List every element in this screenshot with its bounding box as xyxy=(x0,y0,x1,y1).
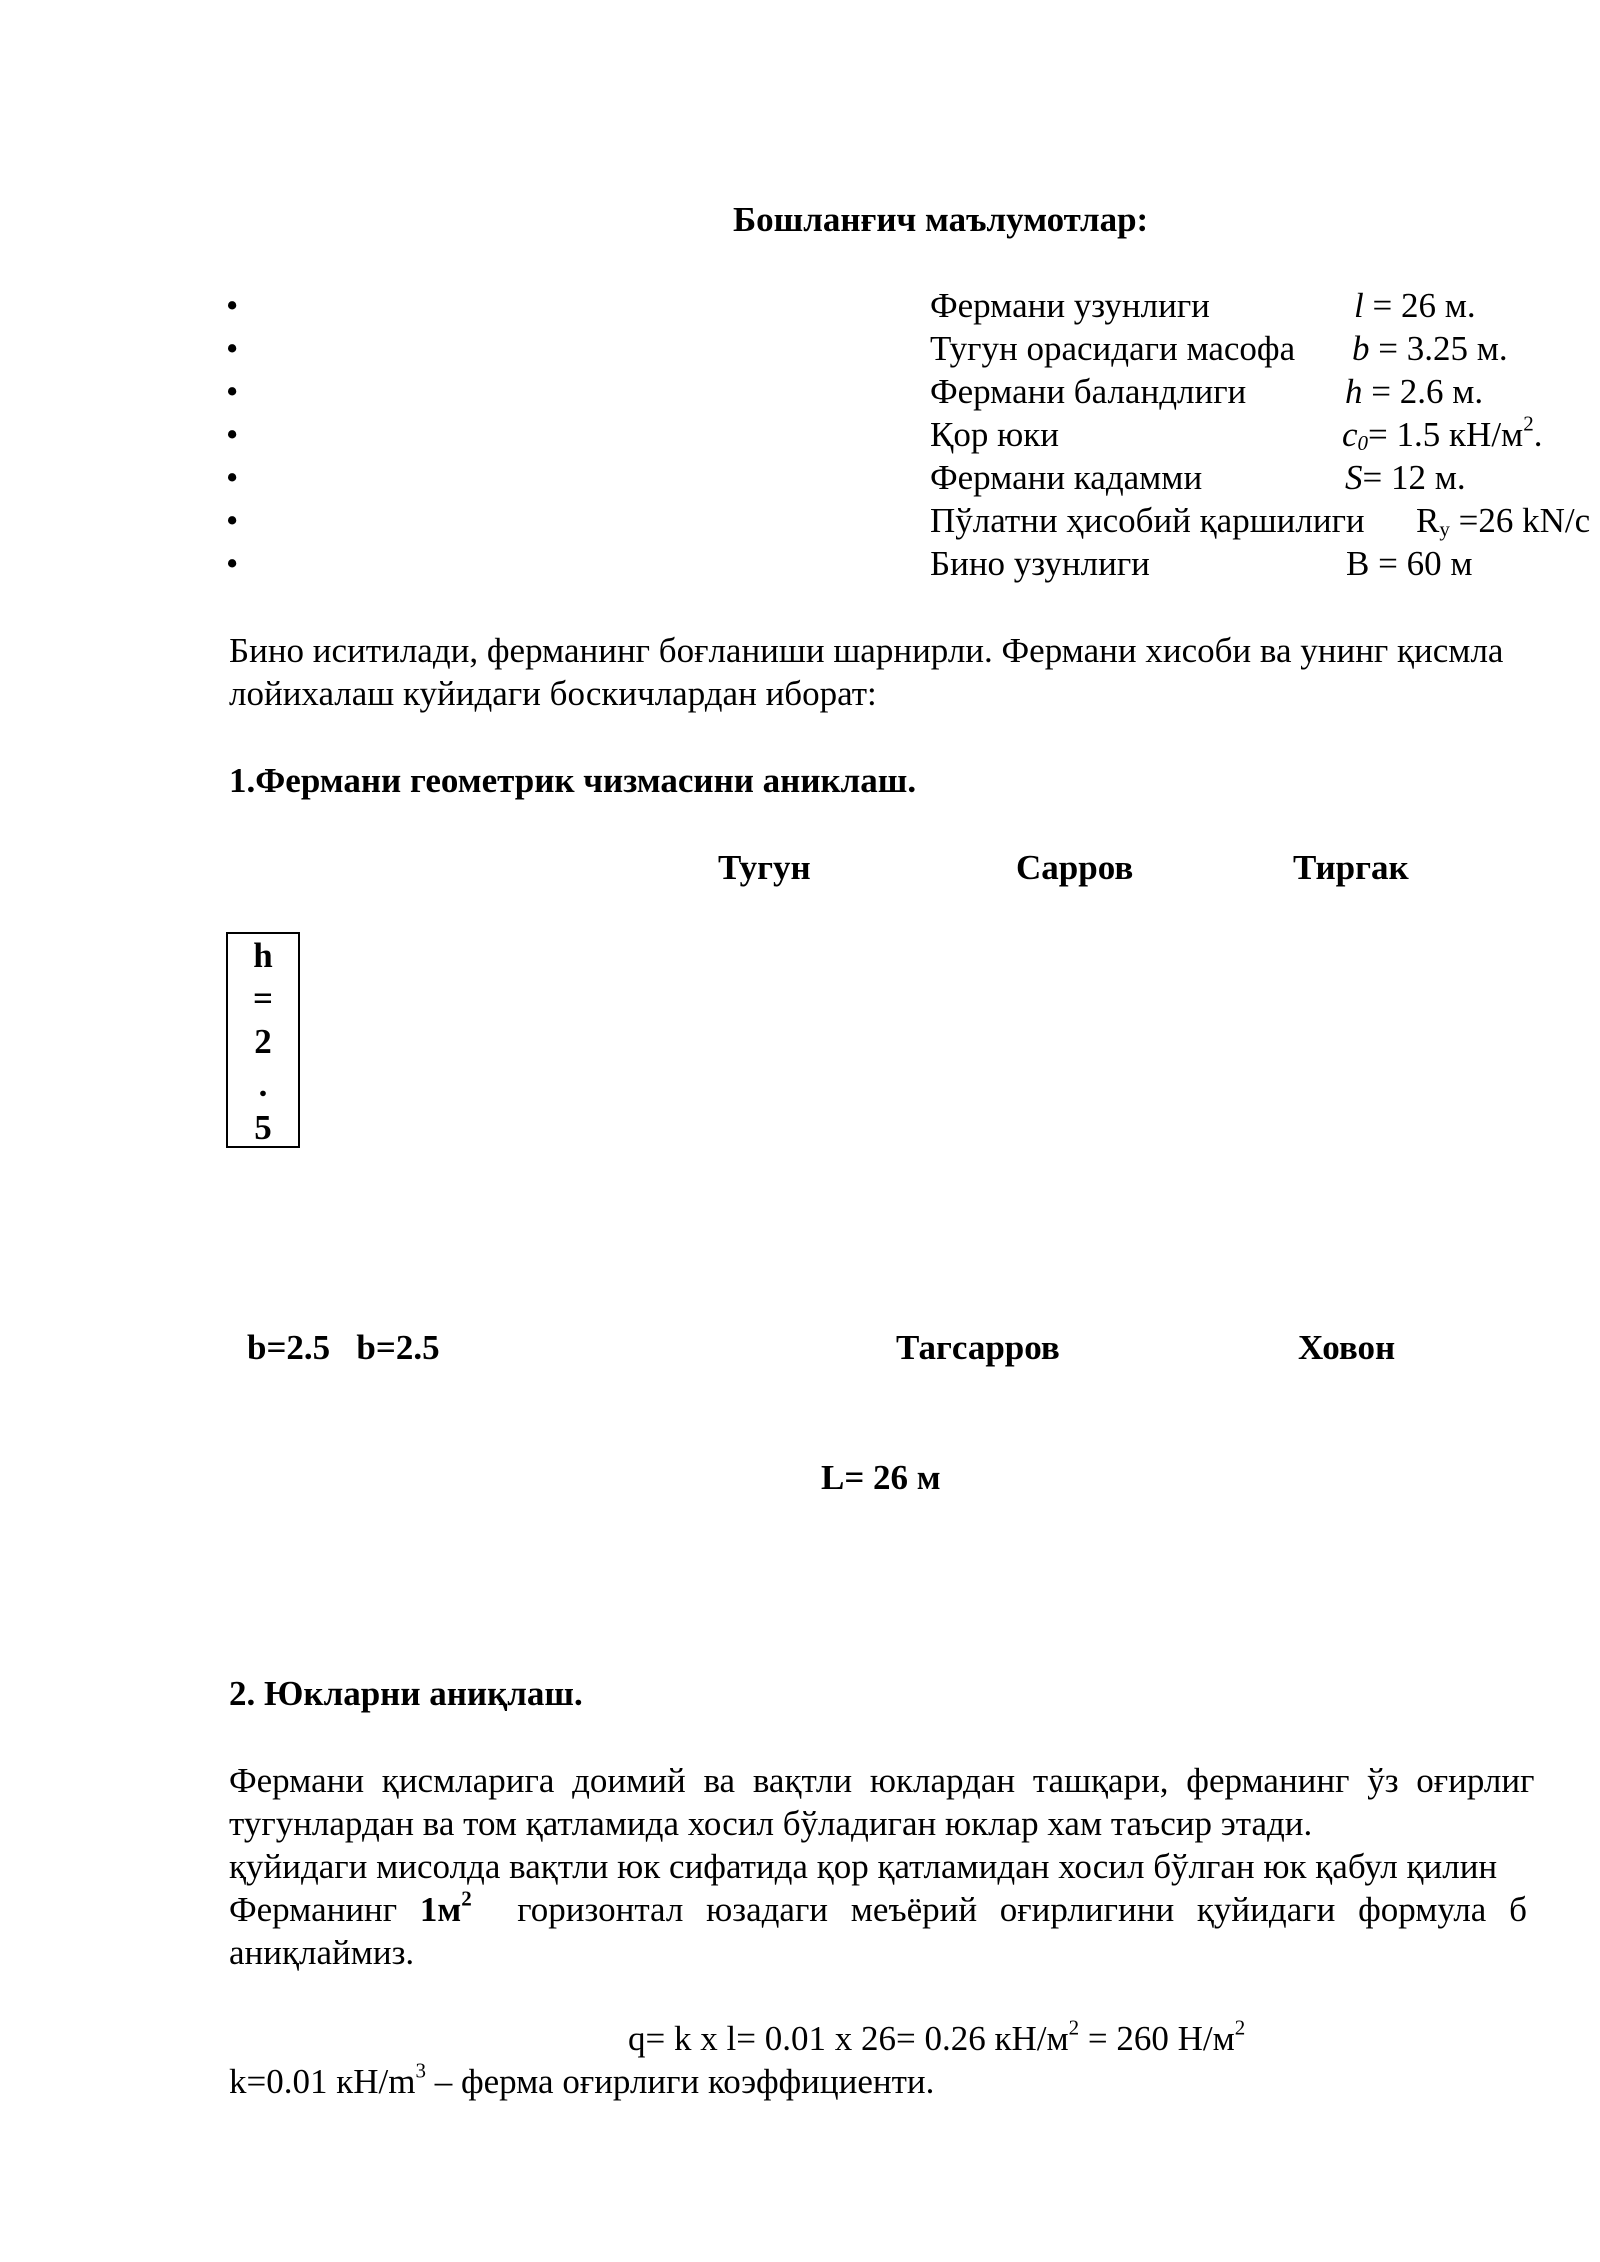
para-line-3: қуйидаги мисолда вақтли юк сифатида қор қатламидан хосил бўлган юк қабул қилин xyxy=(229,1847,1498,1886)
section-heading-1: 1.Фермани геометрик чизмасини аниклаш. xyxy=(229,761,917,800)
param-label: Пўлатни ҳисобий қаршилиги xyxy=(930,501,1365,540)
label-tirgak: Тиргак xyxy=(1293,848,1409,887)
bullet: • xyxy=(226,458,239,497)
param-value: l = 26 м. xyxy=(1354,286,1476,325)
para-line-2: тугунлардан ва том қатламида хосил бўладиган юклар хам таъсир этади. xyxy=(229,1804,1313,1843)
param-value: h = 2.6 м. xyxy=(1345,372,1484,411)
page-title: Бошланғич маълумотлар: xyxy=(733,200,1149,239)
bullet: • xyxy=(226,544,239,583)
para-line-1: Фермани қисмларига доимий ва вақтли юклардан ташқари, ферманинг ўз оғирлиг xyxy=(229,1761,1535,1800)
label-sarrov: Сарров xyxy=(1016,848,1134,887)
param-value: S= 12 м. xyxy=(1345,458,1466,497)
bullet: • xyxy=(226,501,239,540)
para-line-4: Ферманинг $1м^2$ горизонтал юзадаги меъёрий оғирлигини қуйидаги формула б xyxy=(229,1886,1527,1929)
param-value: B = 60 м xyxy=(1346,544,1473,583)
bullet: • xyxy=(226,415,239,454)
label-tugun: Тугун xyxy=(718,848,811,887)
height-label-box: h = 2 . 5 xyxy=(226,932,300,1148)
param-label: Фермани баландлиги xyxy=(930,372,1247,411)
param-label: Тугун орасидаги масофа xyxy=(930,329,1296,368)
label-tagsarrov: Тагсарров xyxy=(896,1328,1060,1367)
param-value: $R_y =26$ kN/c xyxy=(1416,501,1591,542)
intro-line-2: лойихалаш куйидаги боскичлардан иборат: xyxy=(229,674,877,713)
bullet: • xyxy=(226,286,239,325)
param-value: $c_0= 1.5$ $кН/м^2$. xyxy=(1342,411,1543,456)
formula: q= k x l= 0.01 x 26= 0.26 $кН/м^2 = 260$ $Н/м^2$ xyxy=(628,2015,1246,2058)
label-span: L= 26 м xyxy=(821,1458,941,1497)
param-label: Қор юки xyxy=(930,415,1059,454)
label-panel-widths: b=2.5 b=2.5 xyxy=(247,1328,440,1367)
bullet: • xyxy=(226,372,239,411)
param-label: Бино узунлиги xyxy=(930,544,1150,583)
coefficient-line: k=0.01 $кН/m^3$ – ферма оғирлиги коэффициенти. xyxy=(229,2058,935,2101)
para-line-5: аниқлаймиз. xyxy=(229,1933,415,1972)
param-label: Фермани кадамми xyxy=(930,458,1203,497)
intro-line-1: Бино иситилади, ферманинг боғланиши шарнирли. Фермани хисоби ва унинг қисмла xyxy=(229,631,1504,670)
label-hovon: Ховон xyxy=(1298,1328,1396,1367)
section-heading-2: 2. Юкларни аниқлаш. xyxy=(229,1674,583,1713)
param-value: b = 3.25 м. xyxy=(1352,329,1508,368)
bullet: • xyxy=(226,329,239,368)
param-label: Фермани узунлиги xyxy=(930,286,1210,325)
